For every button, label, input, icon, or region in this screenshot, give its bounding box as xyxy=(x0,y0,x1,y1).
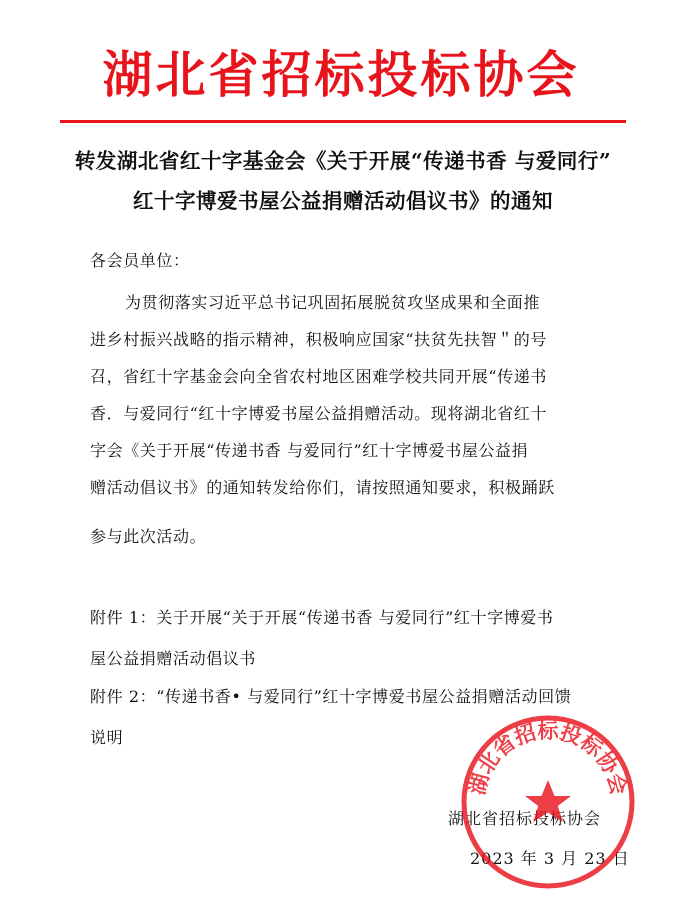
salutation: 各会员单位： xyxy=(90,251,190,270)
body-line: 香．与爱同行“红十字博爱书屋公益捐赠活动。现将湖北省红十 xyxy=(90,404,547,423)
body-line: 赠活动倡议书》的通知转发给你们，请按照通知要求，积极踊跃 xyxy=(90,478,555,497)
body-line: 为贯彻落实习近平总书记巩固拓展脱贫攻坚成果和全面推 xyxy=(125,293,541,312)
attachment-1-line-1: 附件 1：关于开展“关于开展“传递书香 与爱同行”红十字博爱书 xyxy=(90,608,554,627)
document-title-line-1: 转发湖北省红十字基金会《关于开展“传递书香 与爱同行” xyxy=(74,149,612,173)
body-line: 参与此次活动。 xyxy=(90,527,207,546)
signature-date: 2023 年 3 月 23 日 xyxy=(470,849,630,868)
star-icon xyxy=(525,780,571,822)
body-line: 字会《关于开展“传递书香 与爱同行”红十字博爱书屋公益捐 xyxy=(90,441,529,460)
letterhead-divider xyxy=(60,120,626,123)
attachment-2-line-1: 附件 2：“传递书香• 与爱同行”红十字博爱书屋公益捐赠活动回馈 xyxy=(90,687,572,706)
body-line: 进乡村振兴战略的指示精神，积极响应国家“扶贫先扶智＂的号 xyxy=(90,330,547,349)
document-title-line-2: 红十字博爱书屋公益捐赠活动倡议书》的通知 xyxy=(133,189,553,213)
body-line: 召，省红十字基金会向全省农村地区困难学校共同开展“传递书 xyxy=(90,367,547,386)
attachment-2-line-2: 说明 xyxy=(90,728,124,747)
attachment-1-line-2: 屋公益捐赠活动倡议书 xyxy=(90,649,257,668)
official-seal-stamp xyxy=(458,712,638,892)
seal-text: 湖北省招标投标协会 xyxy=(465,719,631,798)
org-letterhead-title: 湖北省招标投标协会 xyxy=(102,46,580,104)
signature-organization: 湖北省招标投标协会 xyxy=(448,809,602,828)
